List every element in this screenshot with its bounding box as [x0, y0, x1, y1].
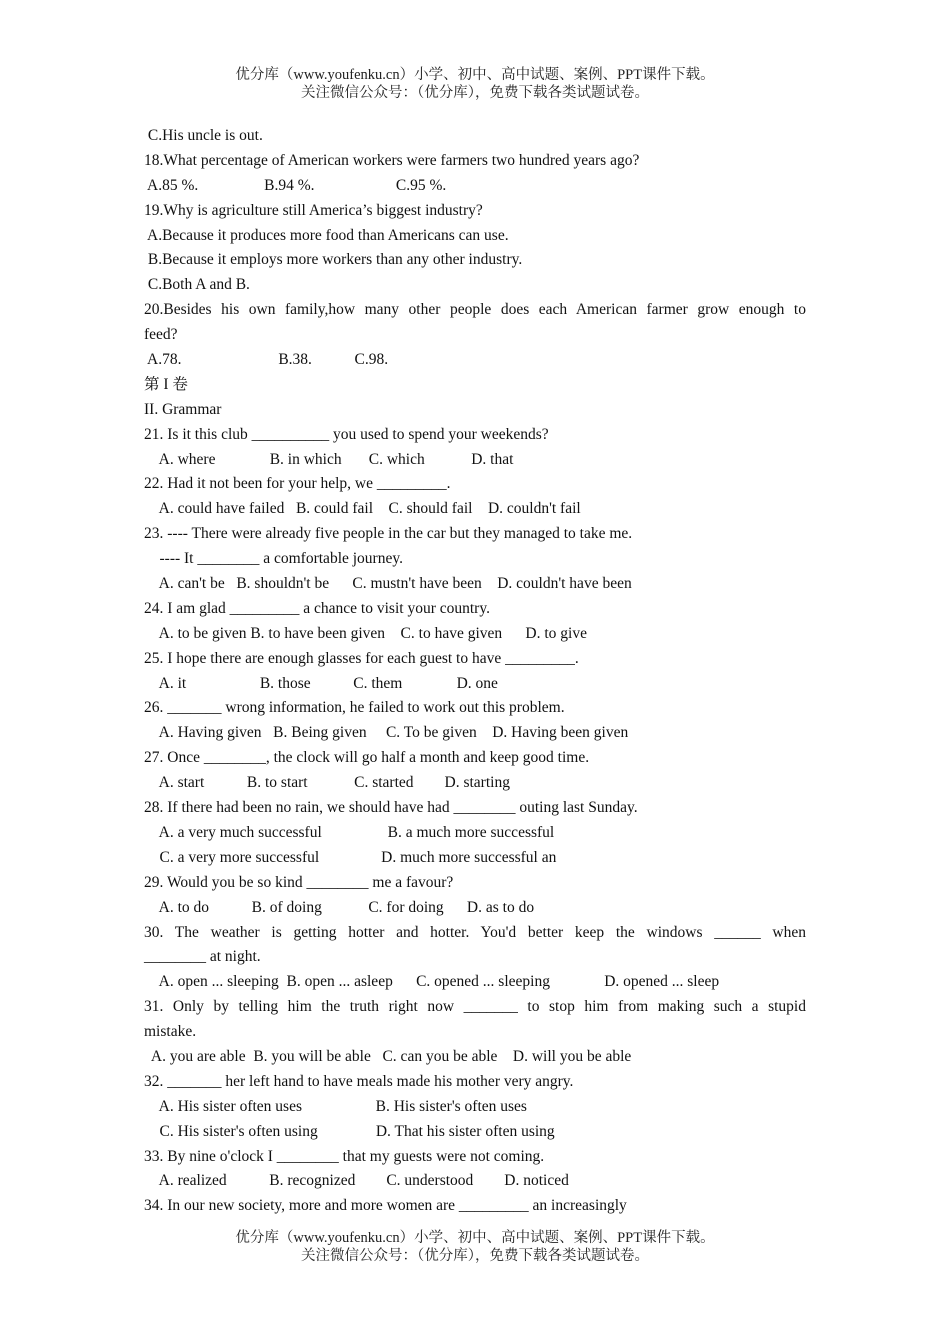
footer-line-1: 优分库（www.youfenku.cn）小学、初中、高中试题、案例、PPT课件下载。	[235, 1230, 715, 1246]
question-27: 27. Once ________, the clock will go half a month and keep good time.	[144, 749, 590, 767]
question-20-cont: feed?	[144, 326, 178, 344]
question-30-cont: ________ at night.	[144, 948, 261, 966]
document-body	[144, 124, 806, 1219]
question-32-options-ab: A. His sister often uses B. His sister's often uses	[144, 1097, 527, 1115]
section-heading-grammar: II. Grammar	[144, 400, 222, 418]
question-31: 31. Only by telling him the truth right now _______ to stop him from making such a stupid	[144, 998, 806, 1016]
question-22-options: A. could have failed B. could fail C. should fail D. couldn't fail	[144, 500, 581, 518]
question-33-options: A. realized B. recognized C. understood D. noticed	[144, 1172, 569, 1190]
question-21-options: A. where B. in which C. which D. that	[144, 450, 514, 468]
question-19-option-a: A.Because it produces more food than Americans can use.	[144, 226, 509, 244]
question-28-options-cd: C. a very more successful D. much more successful an	[144, 848, 557, 866]
question-30-options: A. open ... sleeping B. open ... asleep C. opened ... sleeping D. opened ... sleep	[144, 973, 720, 991]
question-17-option-c: C.His uncle is out.	[144, 127, 263, 144]
header-line-2: 关注微信公众号：（优分库），免费下载各类试题试卷。	[301, 85, 649, 101]
question-30: 30. The weather is getting hotter and hotter. You'd better keep the windows ______ when	[144, 923, 806, 941]
question-28: 28. If there had been no rain, we should have had ________ outing last Sunday.	[144, 799, 638, 817]
question-23: 23. ---- There were already five people in the car but they managed to take me.	[144, 525, 633, 543]
page-header	[0, 66, 950, 102]
question-24: 24. I am glad _________ a chance to visit your country.	[144, 599, 490, 617]
question-26-options: A. Having given B. Being given C. To be given D. Having been given	[144, 724, 629, 742]
question-29-options: A. to do B. of doing C. for doing D. as to do	[144, 898, 535, 916]
question-25: 25. I hope there are enough glasses for each guest to have _________.	[144, 649, 579, 667]
page-footer	[0, 1229, 950, 1265]
question-28-options-ab: A. a very much successful B. a much more successful	[144, 823, 555, 841]
question-32-options-cd: C. His sister's often using D. That his sister often using	[144, 1122, 555, 1140]
question-34: 34. In our new society, more and more women are _________ an increasingly	[144, 1197, 627, 1215]
question-31-cont: mistake.	[144, 1023, 197, 1041]
question-24-options: A. to be given B. to have been given C. to have given D. to give	[144, 624, 587, 642]
question-26: 26. _______ wrong information, he failed to work out this problem.	[144, 699, 565, 717]
question-22: 22. Had it not been for your help, we _________.	[144, 475, 451, 493]
question-25-options: A. it B. those C. them D. one	[144, 674, 498, 692]
question-19-option-b: B.Because it employs more workers than any other industry.	[144, 251, 523, 269]
question-32: 32. _______ her left hand to have meals made his mother very angry.	[144, 1072, 574, 1090]
question-20-options: A.78. B.38. C.98.	[144, 351, 389, 369]
question-27-options: A. start B. to start C. started D. starting	[144, 774, 510, 792]
header-line-1: 优分库（www.youfenku.cn）小学、初中、高中试题、案例、PPT课件下载。	[235, 67, 715, 83]
question-23-options: A. can't be B. shouldn't be C. mustn't have been D. couldn't have been	[144, 575, 632, 593]
question-33: 33. By nine o'clock I ________ that my guests were not coming.	[144, 1147, 545, 1165]
question-29: 29. Would you be so kind ________ me a favour?	[144, 873, 454, 891]
question-23-cont: ---- It ________ a comfortable journey.	[144, 550, 403, 568]
question-19: 19.Why is agriculture still America’s biggest industry?	[144, 201, 483, 219]
question-18-options: A.85 %. B.94 %. C.95 %.	[144, 176, 447, 194]
footer-line-2: 关注微信公众号：（优分库），免费下载各类试题试卷。	[301, 1248, 649, 1264]
question-20: 20.Besides his own family,how many other people does each American farmer grow enough to	[144, 301, 806, 319]
question-21: 21. Is it this club __________ you used to spend your weekends?	[144, 425, 549, 443]
question-19-option-c: C.Both A and B.	[144, 276, 250, 294]
question-31-options: A. you are able B. you will be able C. can you be able D. will you be able	[144, 1047, 632, 1065]
volume-heading: 第 I 卷	[144, 375, 188, 393]
question-18: 18.What percentage of American workers were farmers two hundred years ago?	[144, 151, 640, 169]
